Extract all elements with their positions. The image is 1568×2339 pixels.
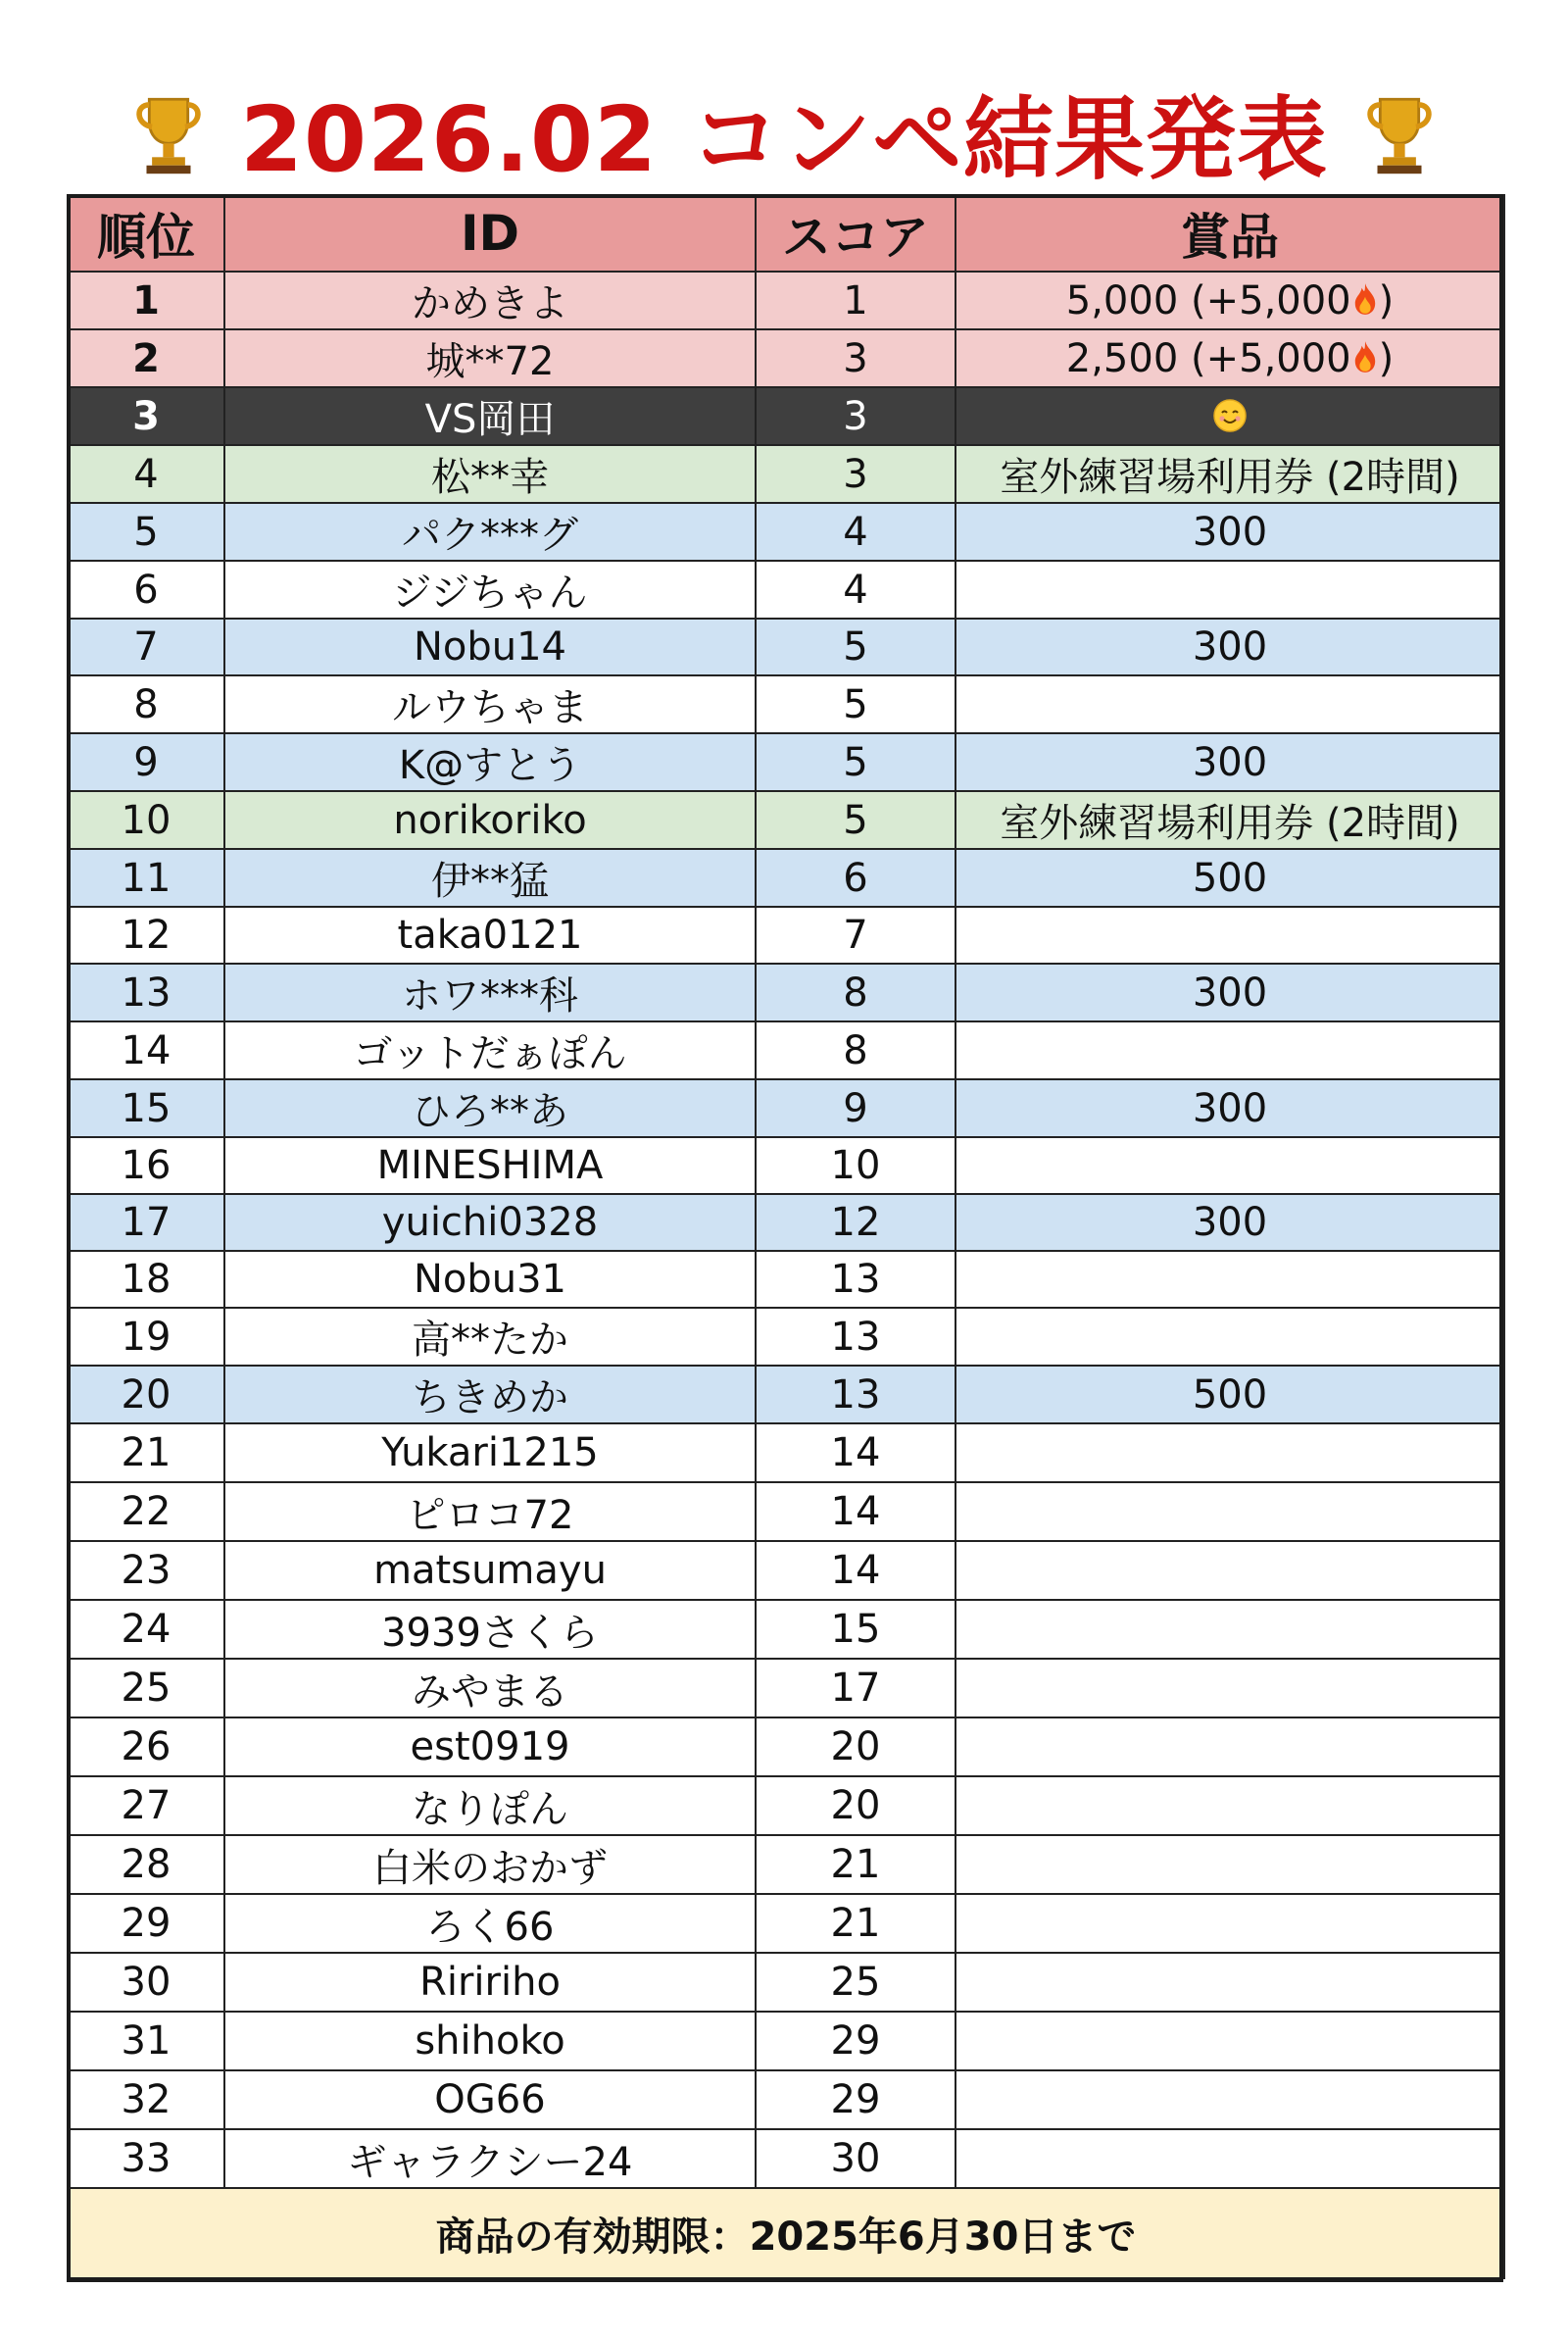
id-column-header: ID: [224, 195, 756, 272]
score-cell: 10: [756, 1137, 956, 1194]
score-cell: 30: [756, 2129, 956, 2188]
rank-cell: 23: [68, 1541, 224, 1600]
id-cell: Yukari1215: [224, 1423, 756, 1482]
id-cell: ギャラクシー24: [224, 2129, 756, 2188]
id-cell: VS岡田: [224, 387, 756, 445]
prize-text: 500: [1192, 855, 1268, 901]
rank-cell: 8: [68, 675, 224, 733]
page-title: 2026.02 コンペ結果発表: [239, 87, 1329, 192]
id-cell: ホワ***科: [224, 964, 756, 1021]
rank-cell: 7: [68, 619, 224, 675]
id-cell: みやまる: [224, 1659, 756, 1717]
id-cell: yuichi0328: [224, 1194, 756, 1251]
rank-cell: 4: [68, 445, 224, 503]
id-cell: OG66: [224, 2070, 756, 2129]
prize-column-header: 賞品: [956, 195, 1504, 272]
id-cell: ジジちゃん: [224, 561, 756, 619]
score-cell: 9: [756, 1079, 956, 1137]
id-cell: ピロコ72: [224, 1482, 756, 1541]
id-cell: MINESHIMA: [224, 1137, 756, 1194]
score-cell: 12: [756, 1194, 956, 1251]
prize-text: 300: [1192, 1085, 1268, 1131]
score-cell: 14: [756, 1482, 956, 1541]
score-cell: 14: [756, 1541, 956, 1600]
score-cell: 20: [756, 1717, 956, 1776]
expiry-note: 商品の有効期限：2025年6月30日まで: [68, 2188, 1504, 2278]
id-cell: matsumayu: [224, 1541, 756, 1600]
prize-text: 室外練習場利用券 (2時間): [1000, 801, 1460, 846]
prize-text: 300: [1192, 739, 1268, 785]
rank-cell: 3: [68, 387, 224, 445]
score-cell: 5: [756, 733, 956, 791]
rank-cell: 19: [68, 1308, 224, 1366]
rank-cell: 5: [68, 503, 224, 561]
rank-cell: 2: [68, 329, 224, 387]
score-cell: 13: [756, 1251, 956, 1308]
score-cell: 15: [756, 1600, 956, 1659]
score-cell: 21: [756, 1835, 956, 1894]
id-cell: Nobu31: [224, 1251, 756, 1308]
score-cell: 3: [756, 445, 956, 503]
rank-cell: 27: [68, 1776, 224, 1835]
table-frame: [67, 194, 1503, 2282]
id-cell: 伊**猛: [224, 849, 756, 907]
rank-cell: 12: [68, 907, 224, 964]
score-cell: 5: [756, 675, 956, 733]
rank-cell: 9: [68, 733, 224, 791]
rank-cell: 18: [68, 1251, 224, 1308]
prize-text: 300: [1192, 624, 1268, 670]
score-cell: 21: [756, 1894, 956, 1953]
score-cell: 1: [756, 272, 956, 329]
score-cell: 20: [756, 1776, 956, 1835]
score-cell: 7: [756, 907, 956, 964]
trophy-icon: [1355, 88, 1444, 176]
id-cell: Nobu14: [224, 619, 756, 675]
score-cell: 8: [756, 1021, 956, 1079]
score-cell: 4: [756, 561, 956, 619]
id-cell: ルウちゃま: [224, 675, 756, 733]
score-cell: 14: [756, 1423, 956, 1482]
score-cell: 29: [756, 2012, 956, 2070]
score-cell: 5: [756, 619, 956, 675]
score-cell: 5: [756, 791, 956, 849]
rank-cell: 11: [68, 849, 224, 907]
rank-cell: 33: [68, 2129, 224, 2188]
rank-cell: 17: [68, 1194, 224, 1251]
rank-cell: 20: [68, 1366, 224, 1423]
score-cell: 8: [756, 964, 956, 1021]
rank-cell: 29: [68, 1894, 224, 1953]
rank-cell: 22: [68, 1482, 224, 1541]
rank-cell: 24: [68, 1600, 224, 1659]
prize-text: 5,000 (+5,000: [1065, 277, 1351, 323]
id-cell: est0919: [224, 1717, 756, 1776]
prize-text-tail: ): [1378, 335, 1395, 381]
prize-text: 300: [1192, 509, 1268, 555]
rank-cell: 10: [68, 791, 224, 849]
id-cell: ひろ**あ: [224, 1079, 756, 1137]
id-cell: かめきよ: [224, 272, 756, 329]
id-cell: shihoko: [224, 2012, 756, 2070]
rank-cell: 13: [68, 964, 224, 1021]
id-cell: ちきめか: [224, 1366, 756, 1423]
score-column-header: スコア: [756, 195, 956, 272]
id-cell: 松**幸: [224, 445, 756, 503]
prize-text: 2,500 (+5,000: [1065, 335, 1351, 381]
rank-cell: 14: [68, 1021, 224, 1079]
score-cell: 3: [756, 329, 956, 387]
prize-text: 500: [1192, 1371, 1268, 1418]
id-cell: ゴットだぁぽん: [224, 1021, 756, 1079]
id-cell: 3939さくら: [224, 1600, 756, 1659]
id-cell: norikoriko: [224, 791, 756, 849]
rank-cell: 1: [68, 272, 224, 329]
trophy-icon: [124, 88, 213, 176]
score-cell: 25: [756, 1953, 956, 2012]
id-cell: 城**72: [224, 329, 756, 387]
rank-cell: 26: [68, 1717, 224, 1776]
rank-column-header: 順位: [68, 195, 224, 272]
rank-cell: 32: [68, 2070, 224, 2129]
rank-cell: 25: [68, 1659, 224, 1717]
score-cell: 4: [756, 503, 956, 561]
score-cell: 29: [756, 2070, 956, 2129]
rank-cell: 28: [68, 1835, 224, 1894]
id-cell: Riririho: [224, 1953, 756, 2012]
rank-cell: 30: [68, 1953, 224, 2012]
prize-text: 300: [1192, 1200, 1268, 1245]
id-cell: パク***グ: [224, 503, 756, 561]
score-cell: 13: [756, 1366, 956, 1423]
id-cell: K@すとう: [224, 733, 756, 791]
id-cell: なりぽん: [224, 1776, 756, 1835]
id-cell: ろく66: [224, 1894, 756, 1953]
score-cell: 3: [756, 387, 956, 445]
prize-text-tail: ): [1378, 277, 1395, 323]
id-cell: 高**たか: [224, 1308, 756, 1366]
rank-cell: 16: [68, 1137, 224, 1194]
prize-text: 300: [1192, 970, 1268, 1016]
id-cell: taka0121: [224, 907, 756, 964]
rank-cell: 31: [68, 2012, 224, 2070]
id-cell: 白米のおかず: [224, 1835, 756, 1894]
score-cell: 13: [756, 1308, 956, 1366]
rank-cell: 6: [68, 561, 224, 619]
prize-text: 室外練習場利用券 (2時間): [1000, 455, 1460, 500]
page-header: [0, 59, 1568, 206]
score-cell: 6: [756, 849, 956, 907]
rank-cell: 15: [68, 1079, 224, 1137]
rank-cell: 21: [68, 1423, 224, 1482]
score-cell: 17: [756, 1659, 956, 1717]
